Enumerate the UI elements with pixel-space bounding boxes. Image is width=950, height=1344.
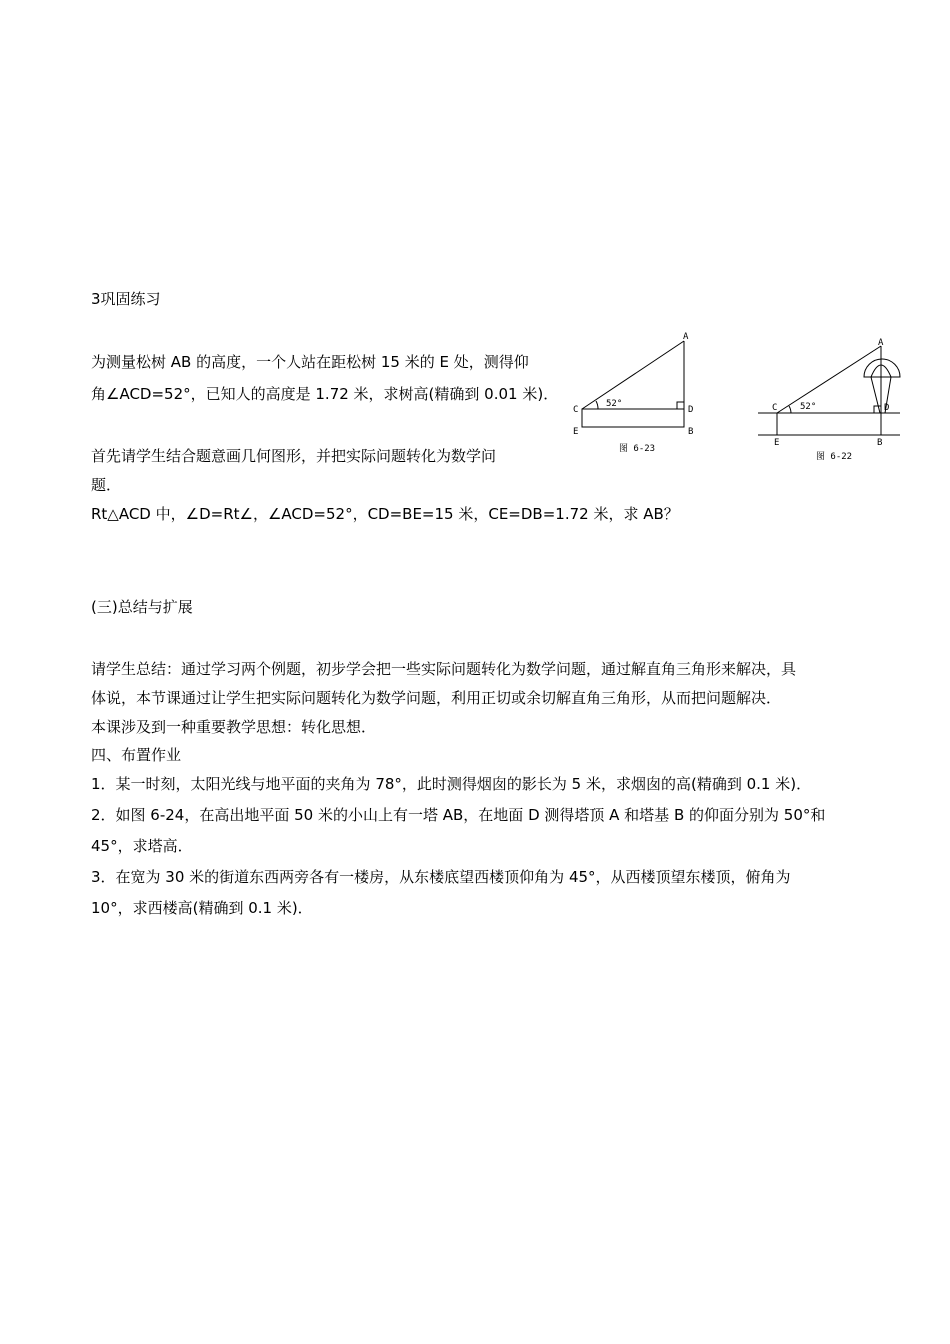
tree-canopy (864, 359, 900, 377)
right-angle-mark (677, 402, 684, 409)
sight-line (582, 341, 684, 409)
angle-label: 52° (606, 399, 623, 409)
summary-heading: (三)总结与扩展 (91, 598, 193, 616)
label-a: A (878, 338, 884, 348)
label-b: B (688, 427, 694, 437)
homework-item-1: 1．某一时刻，太阳光线与地平面的夹角为 78°，此时测得烟囱的影长为 5 米，求烟囱的高(精确到 0.1 米)． (91, 775, 812, 793)
label-c: C (573, 405, 579, 415)
sight-line (777, 346, 881, 413)
guide-line-1: 首先请学生结合题意画几何图形，并把实际问题转化为数学问 (91, 447, 497, 465)
summary-line-3: 本课涉及到一种重要教学思想：转化思想． (91, 718, 377, 736)
label-e: E (573, 427, 579, 437)
given-conditions: Rt△ACD 中，∠D=Rt∠，∠ACD=52°，CD=BE=15 米，CE=DB=1.72 米，求 AB？ (91, 505, 679, 523)
person-rectangle (582, 409, 684, 427)
label-a: A (683, 332, 689, 342)
homework-item-2-line-2: 45°，求塔高． (91, 837, 193, 855)
label-d: D (884, 403, 890, 413)
summary-line-1: 请学生总结：通过学习两个例题，初步学会把一些实际问题转化为数学问题，通过解直角三角形来解决，具 (91, 660, 797, 678)
angle-label: 52° (800, 402, 817, 412)
figure-6-23 (568, 330, 718, 455)
label-b: B (877, 438, 883, 448)
label-e: E (774, 438, 780, 448)
homework-heading: 四、布置作业 (91, 746, 182, 764)
homework-item-2-line-1: 2．如图 6-24，在高出地平面 50 米的小山上有一塔 AB，在地面 D 测得塔顶 A 和塔基 B 的仰面分别为 50°和 (91, 806, 826, 824)
problem-line-2: 角∠ACD=52°，已知人的高度是 1.72 米，求树高(精确到 0.01 米)． (91, 385, 559, 403)
figure-6-23-drawing (568, 330, 718, 455)
figure-6-22 (758, 335, 908, 465)
caption: 图 6-22 (816, 452, 853, 462)
angle-arc (789, 406, 791, 413)
section-heading: 3巩固练习 (91, 290, 161, 308)
homework-item-3-line-2: 10°，求西楼高(精确到 0.1 米)． (91, 899, 313, 917)
tree-branch-left (871, 377, 880, 413)
problem-line-1: 为测量松树 AB 的高度，一个人站在距松树 15 米的 E 处，测得仰 (91, 353, 529, 371)
caption: 图 6-23 (619, 444, 656, 454)
label-c: C (772, 403, 778, 413)
label-d: D (688, 405, 694, 415)
homework-item-3-line-1: 3．在宽为 30 米的街道东西两旁各有一楼房，从东楼底望西楼顶仰角为 45°，从西楼顶望东楼顶，俯角为 (91, 868, 791, 886)
guide-line-2: 题． (91, 476, 122, 494)
angle-arc (596, 401, 598, 409)
summary-line-2: 体说，本节课通过让学生把实际问题转化为数学问题，利用正切或余切解直角三角形，从而把问题解决． (91, 689, 782, 707)
figure-6-22-drawing (758, 335, 908, 465)
